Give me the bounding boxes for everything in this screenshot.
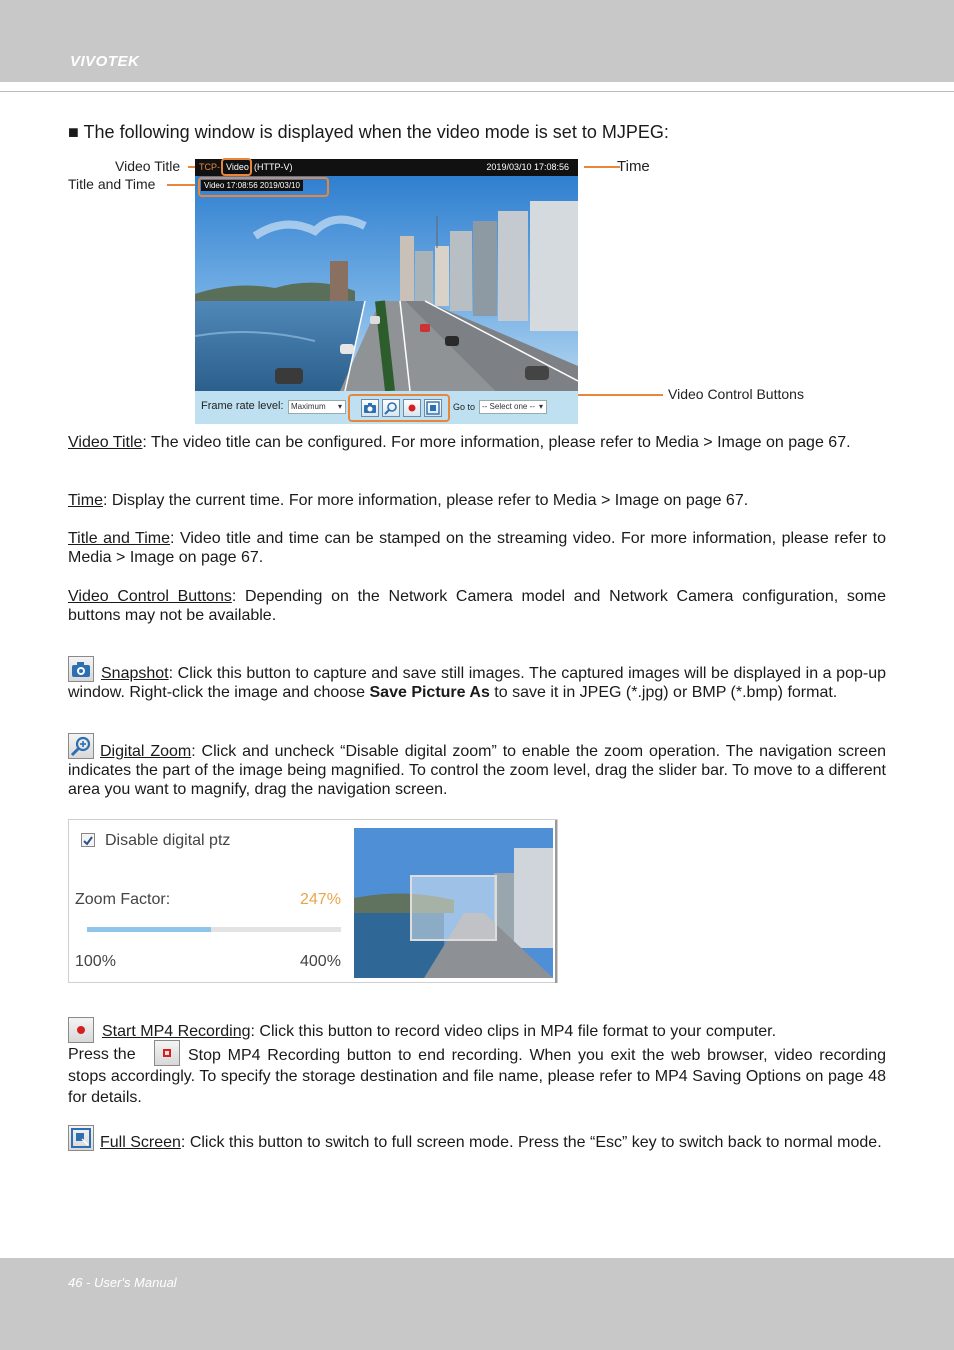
zoom-factor-value: 247% (300, 891, 341, 908)
highlight-control-buttons (348, 394, 450, 422)
para-title-and-time: Title and Time: Video title and time can be stamped on the streaming video. For more information, please refer to Media > Image on page 67. (68, 530, 887, 566)
goto-value: -- Select one -- (482, 402, 535, 411)
zoom-min-label: 100% (75, 953, 116, 970)
highlight-video-title (221, 158, 252, 176)
term-full-screen: Full Screen (100, 1134, 181, 1151)
bar-video-title: Video (226, 162, 249, 172)
page-footer (0, 1258, 954, 1350)
video-title-bar (195, 159, 578, 176)
leader-time (584, 166, 620, 168)
zoom-slider-track[interactable] (87, 927, 341, 932)
callout-time: Time (617, 158, 650, 175)
bar-video-mode: (HTTP-V) (254, 162, 293, 172)
zoom-factor-label: Zoom Factor: (75, 891, 171, 908)
term-video-title: Video Title (68, 434, 143, 451)
zoom-navigation-screen[interactable] (354, 828, 553, 978)
para-stop-recording: Stop MP4 Recording button to end recording. When you exit the web browser, video recording stops accordingly. To specify the storage destination and file name, please refer to MP4 Saving Options on page 48 for details. (68, 1047, 886, 1106)
press-the-text: Press the (68, 1046, 136, 1063)
zoom-slider-fill (87, 927, 211, 932)
page-number: 46 - User's Manual (68, 1275, 177, 1290)
goto-label: Go to (453, 402, 476, 412)
para-recording: Start MP4 Recording: Click this button to record video clips in MP4 file format to your computer. (102, 1023, 777, 1040)
brand-logo: VIVOTEK (70, 53, 140, 70)
title-time-stamp: Video 17:08:56 2019/03/10 (201, 180, 303, 191)
term-snapshot: Snapshot (101, 665, 169, 682)
para-digital-zoom: Digital Zoom: Click and uncheck “Disable digital zoom” to enable the zoom operation. The navigation screen indicates the part of the image being magnified. To control the zoom level, drag the slider bar. To move to a different area you want to magnify, drag the navigation screen. (68, 743, 886, 798)
header-divider (0, 91, 954, 92)
callout-video-title: Video Title (115, 158, 181, 174)
disable-ptz-label: Disable digital ptz (105, 832, 231, 849)
disable-ptz-checkbox[interactable] (81, 833, 95, 847)
para-video-title: Video Title: The video title can be configured. For more information, please refer to Media > Image on page 67. (68, 434, 851, 451)
panel-edge (555, 820, 557, 983)
camera-live-view[interactable] (195, 176, 578, 391)
callout-video-control-buttons: Video Control Buttons (668, 386, 804, 402)
chevron-down-icon: ▾ (538, 402, 543, 411)
zoom-max-label: 400% (300, 953, 341, 970)
goto-select[interactable] (479, 400, 547, 414)
term-video-control-buttons: Video Control Buttons (68, 588, 232, 605)
chevron-down-icon: ▾ (337, 402, 342, 411)
term-digital-zoom: Digital Zoom (100, 743, 192, 760)
para-time: Time: Display the current time. For more information, please refer to Media > Image on page 67. (68, 492, 749, 509)
term-title-and-time: Title and Time (68, 530, 171, 547)
frame-rate-label: Frame rate level: (201, 400, 284, 412)
bar-protocol: TCP- (199, 162, 220, 172)
para-snapshot: Snapshot: Click this button to capture and save still images. The captured images will be displayed in a pop-up window. Right-click the image and choose Save Picture As to save it in JPEG (*.jpg) or BMP (*.bmp) format. (68, 665, 886, 701)
camera-window (195, 159, 578, 424)
frame-rate-value: Maximum (291, 402, 326, 411)
intro-text: ■ The following window is displayed when the video mode is set to MJPEG: (68, 122, 669, 142)
term-time: Time (68, 492, 103, 509)
page-header (0, 0, 954, 82)
frame-rate-select[interactable] (288, 400, 346, 414)
callout-title-and-time: Title and Time (68, 176, 156, 192)
check-icon (82, 835, 94, 847)
para-video-control-buttons: Video Control Buttons: Depending on the Network Camera model and Network Camera configuration, some buttons may not be available. (68, 588, 886, 624)
digital-zoom-panel (68, 819, 558, 983)
para-full-screen: Full Screen: Click this button to switch to full screen mode. Press the “Esc” key to switch back to normal mode. (100, 1134, 882, 1151)
highlight-title-and-time (198, 177, 329, 197)
bar-time: 2019/03/10 17:08:56 (486, 162, 569, 172)
term-start-recording: Start MP4 Recording (102, 1023, 251, 1040)
